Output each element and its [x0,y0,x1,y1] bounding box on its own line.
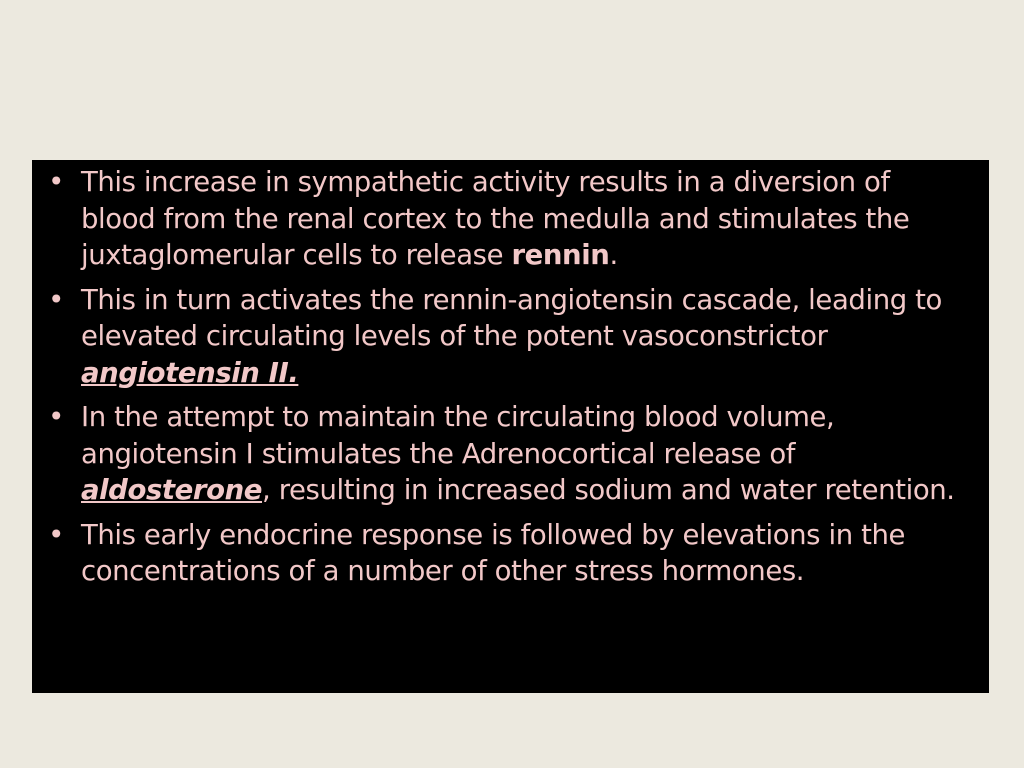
bullet-text: In the attempt to maintain the circulating blood volume, angiotensin I stimulates the Adrenocortical release of [81,401,835,470]
bullet-text-end: . [609,239,618,271]
bullet-emphasis: rennin [511,239,610,271]
bullet-icon: • [48,166,64,198]
bullet-item-3 [46,399,971,509]
bullet-list [46,164,971,590]
bullet-text: This in turn activates the rennin-angiotensin cascade, leading to elevated circulating levels of the potent vasoconstrictor [81,283,942,352]
bullet-item-2 [46,282,971,392]
bullet-icon: • [48,401,64,433]
bullet-emphasis: angiotensin II. [81,356,299,389]
bullet-item-4 [46,517,971,590]
bullet-text: This early endocrine response is followed by elevations in the concentrations of a number of other stress hormones. [81,518,905,587]
bullet-icon: • [48,283,64,316]
bullet-text-end: , resulting in increased sodium and water retention. [262,474,955,506]
bullet-emphasis: aldosterone [81,474,263,506]
bullet-item-1 [46,164,971,274]
content-box [32,160,989,693]
bullet-icon: • [48,518,64,551]
bullet-text: This increase in sympathetic activity results in a diversion of blood from the renal cortex to the medulla and stimulates the juxtaglomerular cells to release [81,166,910,271]
